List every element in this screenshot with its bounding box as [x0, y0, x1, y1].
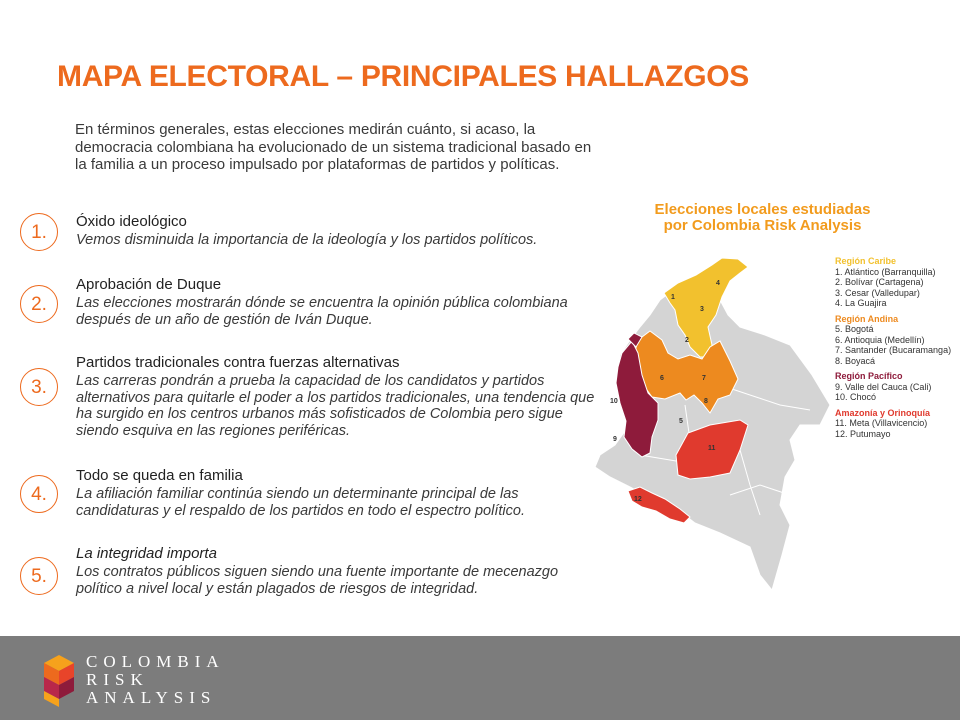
finding-number: 4.: [20, 475, 58, 513]
finding-title: Todo se queda en familia: [76, 467, 243, 484]
legend-region-heading: Amazonía y Orinoquía: [835, 407, 931, 418]
legend-item: 1. Atlántico (Barranquilla): [835, 266, 936, 277]
finding-description: Las elecciones mostrarán dónde se encuentra la opinión pública colombiana después de un año de gestión de Iván Duque.: [76, 295, 568, 328]
legend-region-heading: Región Andina: [835, 313, 899, 324]
colombia-map: [590, 255, 835, 595]
finding-title: Óxido ideológico: [76, 213, 187, 230]
legend-item: 2. Bolívar (Cartagena): [835, 277, 924, 287]
legend-item: 4. La Guajira: [835, 298, 887, 308]
slide-title: MAPA ELECTORAL – PRINCIPALES HALLAZGOS: [57, 60, 749, 93]
legend-item: 10. Chocó: [835, 392, 877, 402]
map-label-11: 11: [708, 445, 716, 452]
map-label-1: 1: [671, 294, 675, 301]
legend-item: 8. Boyacá: [835, 355, 876, 366]
legend-region-heading: Región Pacífico: [835, 371, 903, 381]
map-label-10: 10: [610, 398, 618, 405]
map-label-4: 4: [716, 280, 720, 287]
map-label-3: 3: [700, 306, 704, 313]
legend-item: 12. Putumayo: [835, 428, 891, 439]
map-label-2: 2: [685, 337, 689, 344]
finding-title: Partidos tradicionales contra fuerzas alternativas: [76, 354, 400, 371]
map-label-12: 12: [634, 496, 642, 503]
map-label-8: 8: [704, 398, 708, 405]
map-label-6: 6: [660, 375, 664, 382]
legend-item: 6. Antioquia (Medellín): [835, 334, 925, 345]
logo-line: COLOMBIA: [86, 652, 225, 671]
finding-number: 2.: [20, 285, 58, 323]
legend-group-caribe: [835, 256, 959, 309]
map-label-9: 9: [613, 436, 617, 443]
legend-group-andina: [835, 314, 959, 367]
legend-item: 7. Santander (Bucaramanga): [835, 345, 952, 355]
map-label-7: 7: [702, 375, 706, 382]
finding-description: Las carreras pondrán a prueba la capacidad de los candidatos y partidos alternativos para quitarle el poder a los partidos tradicionales, una tendencia que ha surgido en los centros urbanos más sofisticados de Colombia pero sigue siendo esquiva en las regiones periféricas.: [76, 373, 595, 439]
finding-description: La afiliación familiar continúa siendo un determinante principal de las candidaturas y el respaldo de los partidos en todo el espectro político.: [76, 486, 525, 519]
finding-title: La integridad importa: [76, 545, 217, 562]
map-label-5: 5: [679, 418, 683, 425]
map-title-line: Elecciones locales estudiadas: [654, 201, 871, 218]
intro-paragraph: En términos generales, estas elecciones medirán cuánto, si acaso, la democracia colombiana ha evolucionado de un sistema tradicional basado en la familia a un proceso impulsado por plataformas de partidos y políticas.: [75, 121, 592, 173]
map-legend: [835, 256, 959, 444]
logo-line: RISK: [86, 670, 149, 689]
logo-wordmark: [86, 653, 225, 707]
finding-number: 1.: [20, 213, 58, 251]
finding-title: Aprobación de Duque: [76, 276, 222, 293]
legend-item: 9. Valle del Cauca (Cali): [835, 381, 932, 392]
legend-group-pacifico: [835, 371, 959, 403]
legend-item: 5. Bogotá: [835, 324, 874, 334]
finding-number: 3.: [20, 368, 58, 406]
legend-group-amazonia: [835, 408, 959, 440]
legend-region-heading: Región Caribe: [835, 256, 897, 266]
logo-line: ANALYSIS: [86, 688, 217, 707]
legend-item: 11. Meta (Villavicencio): [835, 418, 928, 428]
map-title: [625, 202, 900, 234]
legend-item: 3. Cesar (Valledupar): [835, 287, 920, 298]
map-title-line: por Colombia Risk Analysis: [663, 217, 862, 234]
finding-number: 5.: [20, 557, 58, 595]
logo-icon: [44, 655, 74, 707]
finding-description: Los contratos públicos siguen siendo una fuente importante de mecenazgo político a nivel local y están plagados de riesgos de integridad.: [76, 564, 559, 597]
finding-description: Vemos disminuida la importancia de la ideología y los partidos políticos.: [76, 232, 538, 248]
